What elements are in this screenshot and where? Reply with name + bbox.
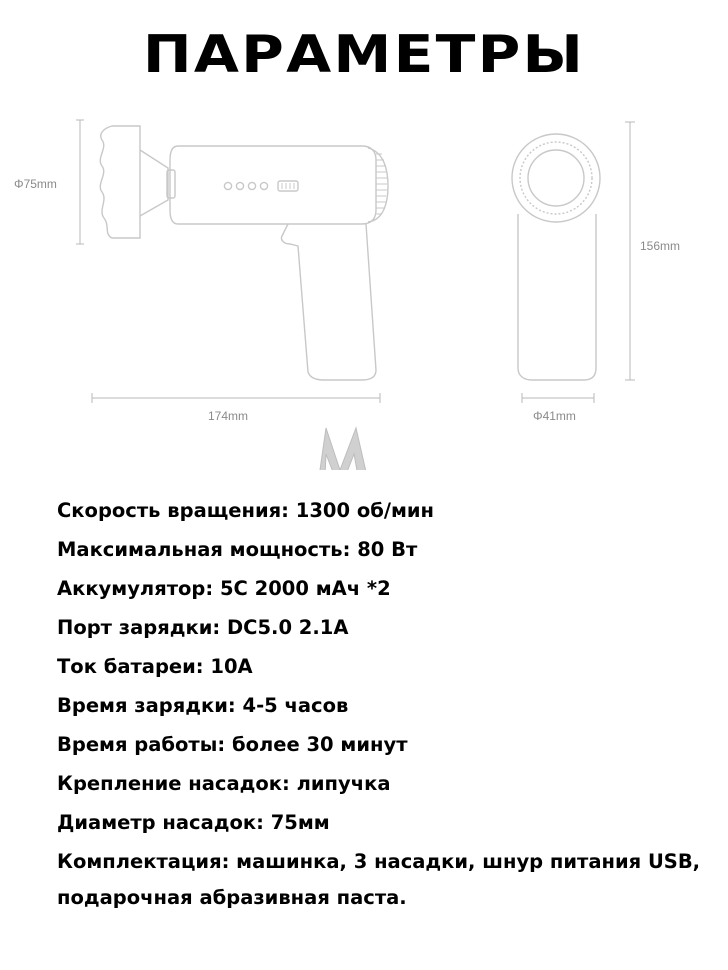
- spec-run-time: Время работы: более 30 минут: [57, 733, 408, 756]
- dim-body-diameter: Φ41mm: [533, 409, 576, 423]
- spec-package-contents: Комплектация: машинка, 3 насадки, шнур питания USB, подарочная абразивная паста.: [57, 850, 701, 909]
- spec-battery: Аккумулятор: 5С 2000 мАч *2: [57, 577, 391, 600]
- dim-line-height: [625, 122, 635, 380]
- front-disc-inner: [528, 150, 584, 206]
- spec-list: [57, 493, 717, 916]
- spec-battery-current: Ток батареи: 10А: [57, 655, 253, 678]
- dim-line-head: [76, 120, 84, 244]
- page-title: ПАРАМЕТРЫ: [142, 25, 586, 85]
- product-drawing: [0, 0, 728, 470]
- spec-rotation-speed: Скорость вращения: 1300 об/мин: [57, 499, 435, 522]
- dim-height: 156mm: [640, 239, 681, 253]
- dim-head-diameter: Φ75mm: [14, 177, 57, 191]
- battery-indicator: [278, 181, 298, 191]
- handle-outline: [281, 224, 376, 380]
- body-outline: [170, 146, 376, 224]
- spec-pad-diameter: Диаметр насадок: 75мм: [57, 811, 330, 834]
- spec-max-power: Максимальная мощность: 80 Вт: [57, 538, 418, 561]
- watermark-logo: [300, 428, 392, 470]
- spec-charging-time: Время зарядки: 4-5 часов: [57, 694, 349, 717]
- spec-pad-mount: Крепление насадок: липучка: [57, 772, 391, 795]
- rear-cap: [368, 148, 388, 222]
- dim-length: 174mm: [208, 409, 249, 423]
- front-handle-outline: [518, 214, 596, 380]
- front-disc-ring: [520, 142, 592, 214]
- front-disc-outer: [512, 134, 600, 222]
- polishing-pad-outline: [100, 126, 140, 238]
- spec-charging-port: Порт зарядки: DC5.0 2.1A: [57, 616, 349, 639]
- dim-line-width: [522, 393, 594, 403]
- neck-outline: [140, 150, 168, 216]
- dim-line-length: [92, 393, 380, 403]
